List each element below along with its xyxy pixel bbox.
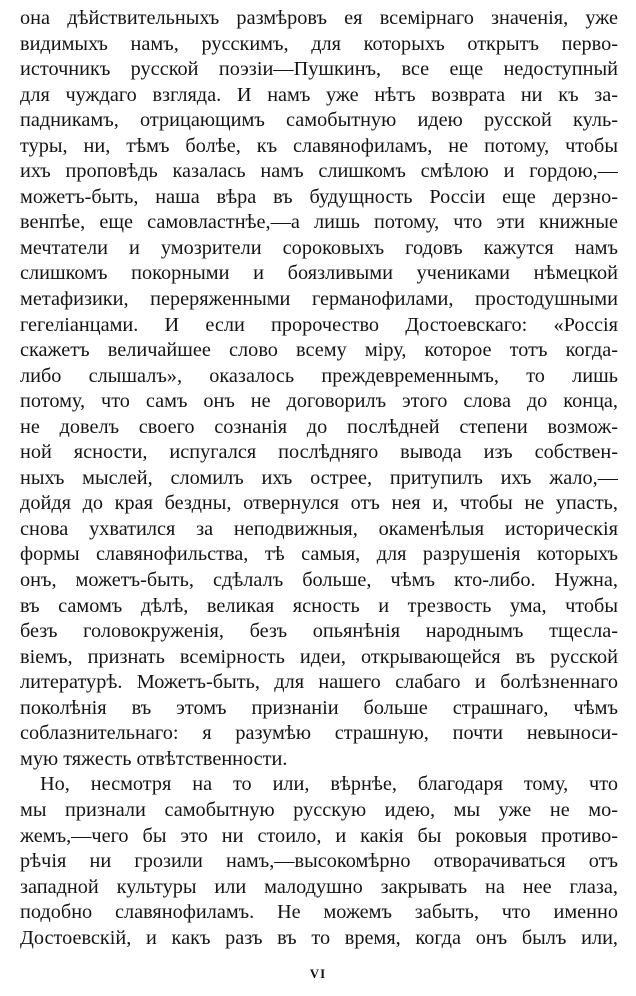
text-line: западной культуры или малодушно закрывать на нее глаза, [20,875,618,898]
text-line: безъ головокруженія, безъ опьянѣнія народнымъ тщесла- [20,620,618,643]
text-line: ной ясности, испугался послѣдняго вывода изъ собствен- [20,441,618,464]
text-line: скажетъ величайшее слово всему міру, которое тотъ когда- [20,339,618,362]
text-line: онъ, можетъ-быть, сдѣлалъ больше, чѣмъ кто-либо. Нужна, [20,569,618,592]
text-line: жемъ,—чего бы это ни стоило, и какія бы роковыя противо- [20,824,618,847]
text-line: рѣчія ни грозили намъ,—высокомѣрно отворачиваться отъ [20,850,618,873]
page-text [20,6,618,951]
text-line: либо слышалъ», оказалось преждевременнымъ, то лишь [20,364,618,387]
text-line: мы признали самобытную русскую идею, мы уже не мо- [20,798,618,821]
paragraph-1 [20,6,618,772]
text-line: поколѣнія въ этомъ признаніи больше страшнаго, чѣмъ [20,696,618,719]
text-line: потому, что самъ онъ не договорилъ этого слова до конца, [20,390,618,413]
text-line: соблазнительнаго: я разумѣю страшную, почти невыноси- [20,722,618,745]
text-line: въ самомъ дѣлѣ, великая ясность и трезвость ума, чтобы [20,594,618,617]
text-line: метафизики, переряженными германофилами, простодушными [20,288,618,311]
text-line: Достоевскій, и какъ разъ въ то время, когда онъ былъ или, [20,926,618,949]
text-line: мую тяжесть отвѣтственности. [20,747,288,770]
text-line: венпѣе, еще самовластнѣе,—а лишь потому, что эти книжные [20,211,618,234]
text-line: Но, несмотря на то или, вѣрнѣе, благодаря тому, что [40,773,618,796]
text-line: ныхъ мыслей, сломилъ ихъ острее, притупилъ ихъ жало,— [20,466,618,489]
text-line: падникамъ, отрицающимъ самобытную идею русской куль- [20,109,618,132]
text-line: источникъ русской поэзіи—Пушкинъ, все еще недоступный [20,58,618,81]
paragraph-2 [20,772,618,951]
text-line: дойдя до края бездны, отвернулся отъ нея и, чтобы не упасть, [20,492,618,515]
text-line: для чуждаго взгляда. И намъ уже нѣтъ возврата ни къ за- [20,83,618,106]
text-line: подобно славянофиламъ. Не можемъ забыть, что именно [20,901,618,924]
text-line: литературѣ. Можетъ-быть, для нашего слабаго и болѣзненнаго [20,671,618,694]
page-number: VI [309,966,327,981]
text-line: гегеліанцами. И если пророчество Достоевскаго: «Россія [20,313,618,336]
text-line: формы славянофильства, тѣ самыя, для разрушенія которыхъ [20,543,618,566]
text-line: можетъ-быть, наша вѣра въ будущность Россіи еще дерзно- [20,185,618,208]
text-line: она дѣйствительныхъ размѣровъ ея всемірнаго значенія, уже [20,7,618,29]
text-line: слишкомъ покорными и боязливыми учениками нѣмецкой [20,262,618,285]
text-line: не довелъ своего сознанія до послѣдней степени возмож- [20,415,618,438]
text-line: мечтатели и умозрители сороковыхъ годовъ кажутся намъ [20,236,618,259]
text-line: снова ухватился за неподвижныя, окаменѣлыя историческія [20,517,618,540]
text-line: ихъ проповѣдь казалась намъ слишкомъ смѣлою и гордою,— [20,160,618,183]
text-line: віемъ, признать всемірность идеи, открывающейся въ русской [20,645,618,668]
text-line: туры, ни, тѣмъ болѣе, къ славянофиламъ, не потому, чтобы [20,134,618,157]
text-line: видимыхъ намъ, русскимъ, для которыхъ открытъ перво- [20,32,618,55]
